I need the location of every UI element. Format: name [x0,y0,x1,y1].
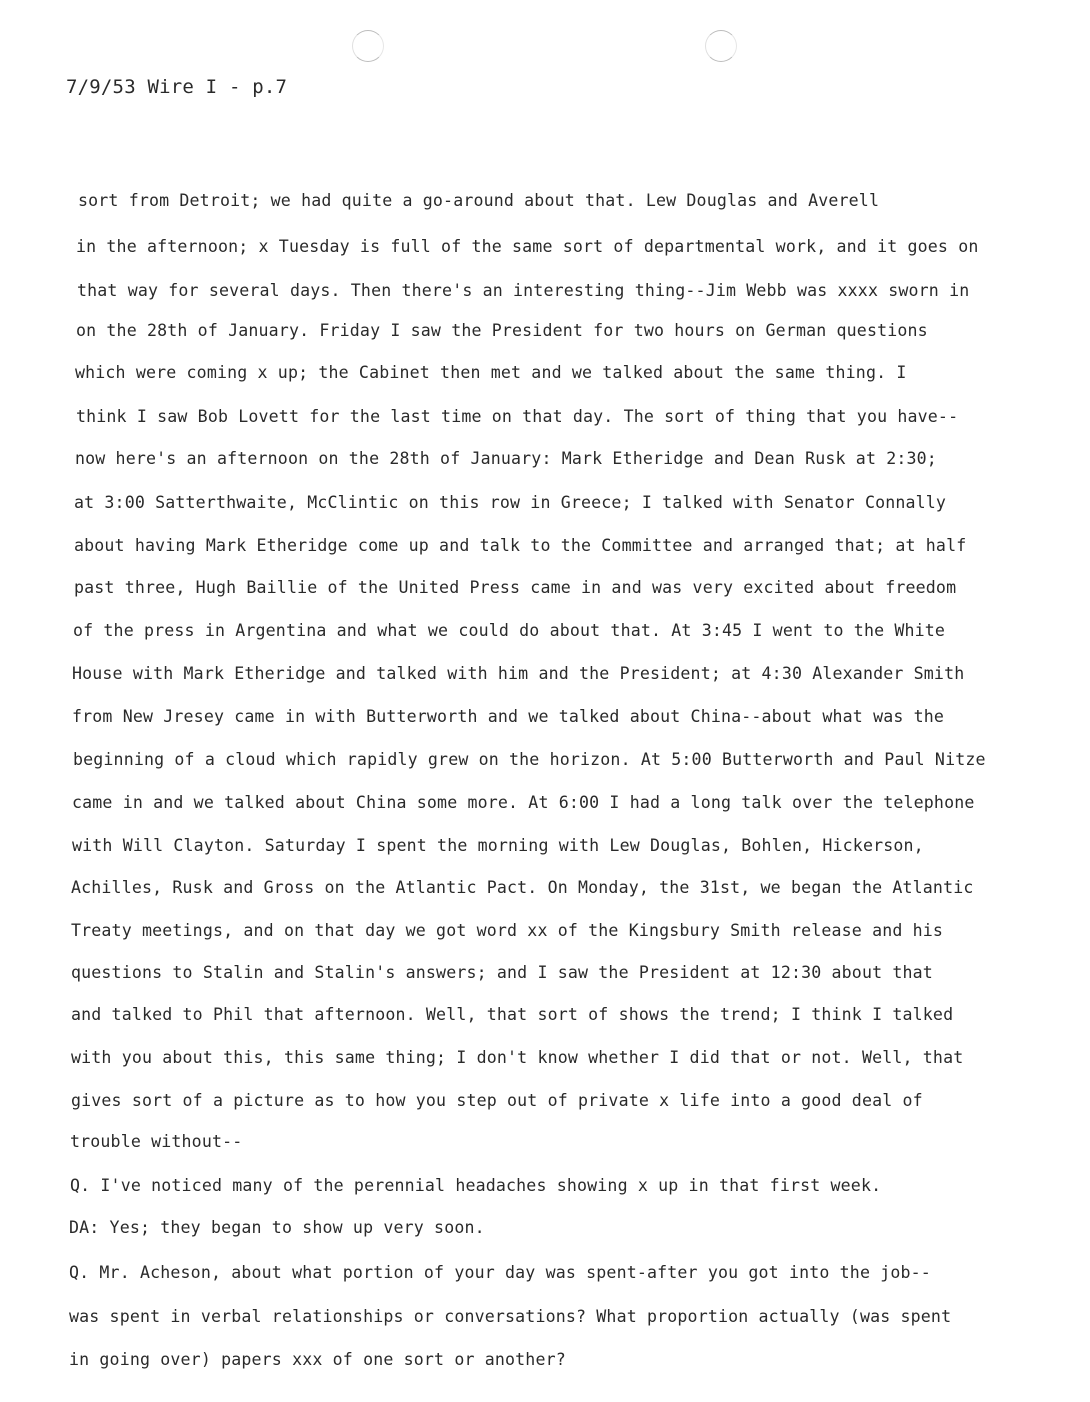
text-line: past three, Hugh Baillie of the United Press came in and was very excited about freedom [74,578,957,597]
text-line: beginning of a cloud which rapidly grew on the horizon. At 5:00 Butterworth and Paul Nitze [73,750,986,769]
text-line: Treaty meetings, and on that day we got word xx of the Kingsbury Smith release and his [71,921,944,940]
text-line: questions to Stalin and Stalin's answers; and I saw the President at 12:30 about that [71,963,933,982]
text-line: now here's an afternoon on the 28th of January: Mark Etheridge and Dean Rusk at 2:30; [75,449,937,468]
page-header: 7/9/53 Wire I - p.7 [66,76,288,98]
text-line: from New Jresey came in with Butterworth and we talked about China--about what was the [72,707,945,726]
text-line: trouble without-- [70,1132,243,1151]
text-line: at 3:00 Satterthwaite, McClintic on this row in Greece; I talked with Senator Connally [74,493,947,512]
text-line: was spent in verbal relationships or conversations? What proportion actually (was spent [69,1307,952,1326]
text-line: of the press in Argentina and what we could do about that. At 3:45 I went to the White [73,621,946,640]
text-line: which were coming x up; the Cabinet then met and we talked about the same thing. I [75,363,907,382]
text-line: sort from Detroit; we had quite a go-around about that. Lew Douglas and Averell [78,191,880,210]
text-line: and talked to Phil that afternoon. Well, that sort of shows the trend; I think I talked [71,1005,954,1024]
text-line: with Will Clayton. Saturday I spent the morning with Lew Douglas, Bohlen, Hickerson, [72,836,924,855]
text-line: came in and we talked about China some more. At 6:00 I had a long talk over the telephone [72,793,975,812]
text-line: Q. Mr. Acheson, about what portion of your day was spent-after you got into the job-- [69,1263,931,1282]
text-line: DA: Yes; they began to show up very soon. [69,1218,485,1237]
text-line: House with Mark Etheridge and talked with him and the President; at 4:30 Alexander Smith [72,664,965,683]
text-line: in going over) papers xxx of one sort or another? [69,1350,566,1369]
text-line: about having Mark Etheridge come up and talk to the Committee and arranged that; at half [74,536,967,555]
text-line: Achilles, Rusk and Gross on the Atlantic Pact. On Monday, the 31st, we began the Atlantic [71,878,974,897]
text-line: on the 28th of January. Friday I saw the President for two hours on German questions [76,321,928,340]
text-line: in the afternoon; x Tuesday is full of the same sort of departmental work, and it goes on [76,237,979,256]
text-line: gives sort of a picture as to how you step out of private x life into a good deal of [71,1091,923,1110]
text-line: with you about this, this same thing; I don't know whether I did that or not. Well, that [71,1048,964,1067]
text-line: think I saw Bob Lovett for the last time on that day. The sort of thing that you have-- [76,407,959,426]
text-line: Q. I've noticed many of the perennial headaches showing x up in that first week. [70,1176,882,1195]
text-line: that way for several days. Then there's an interesting thing--Jim Webb was xxxx sworn in [77,281,970,300]
